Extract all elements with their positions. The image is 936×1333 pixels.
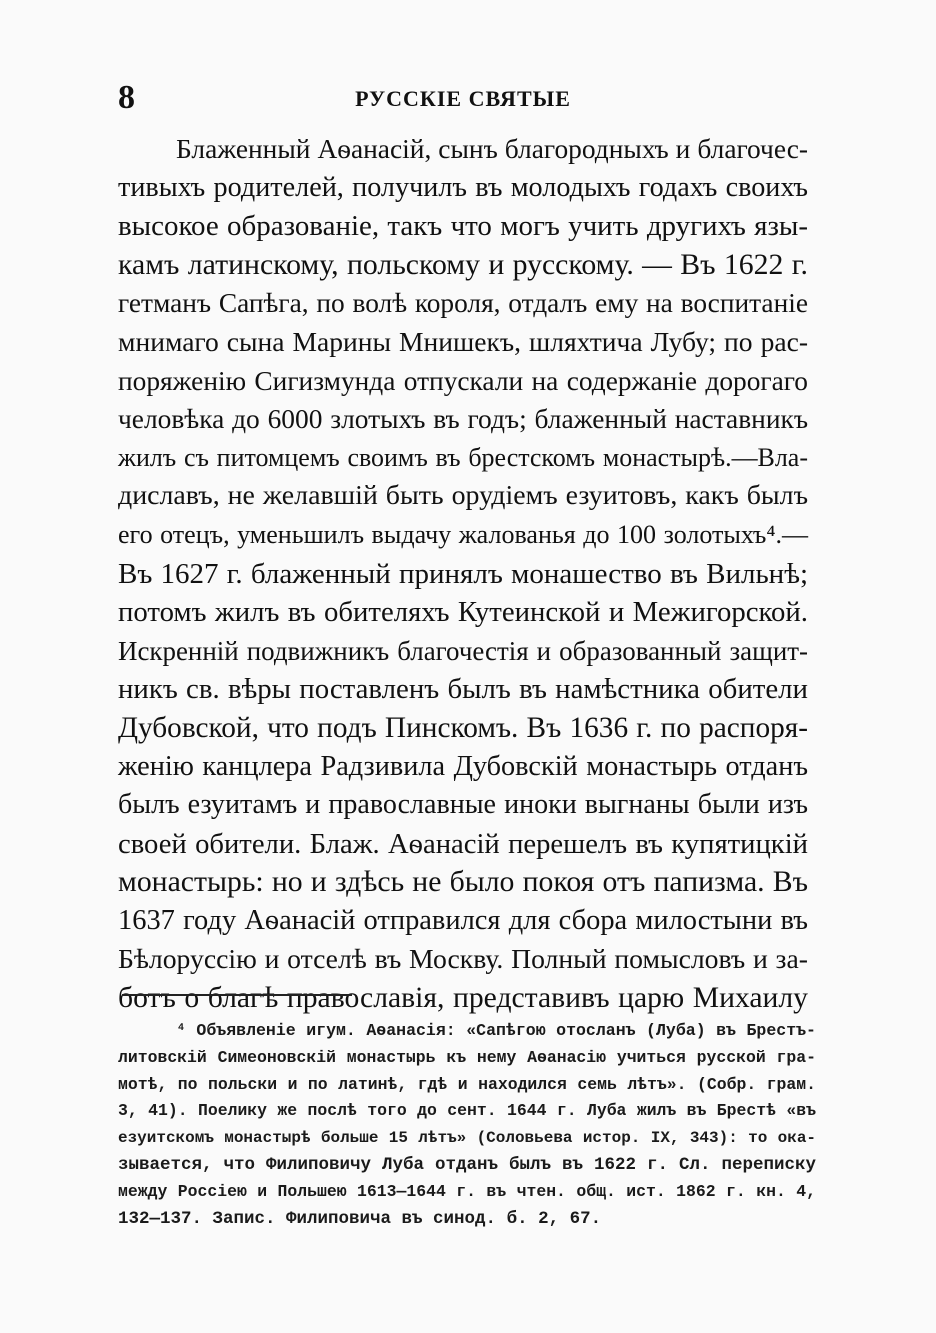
footnote-divider <box>122 994 352 996</box>
body-line: жилъ съ питомцемъ своимъ въ брестскомъ монастырѣ.—Вла- <box>118 442 808 472</box>
body-line: своей обители. Блаж. Аѳанасій перешелъ въ купятицкій <box>118 827 808 860</box>
footnote-line: мотѣ, по польски и по латинѣ, гдѣ и находился семь лѣтъ». (Собр. грам. <box>118 1074 816 1094</box>
body-line: Дубовской, что подъ Пинскомъ. Въ 1636 г. по распоря- <box>118 711 808 744</box>
page-header <box>118 78 808 118</box>
body-text <box>118 130 808 1018</box>
body-line: Бѣлоруссію и отселѣ въ Москву. Полный помысловъ и за- <box>118 943 808 975</box>
body-line: человѣка до 6000 злотыхъ въ годъ; блаженный наставникъ <box>118 404 808 435</box>
body-line: Искренній подвижникъ благочестія и образованный защит- <box>118 635 808 666</box>
footnote-line: литовскій Симеоновскій монастырь къ нему Аѳанасію учиться русской гра- <box>118 1047 816 1067</box>
footnote-line: езуитскомъ монастырѣ больше 15 лѣтъ» (Соловьева истор. IX, 343): то ока- <box>118 1129 816 1148</box>
body-line: потомъ жилъ въ обителяхъ Кутеинской и Межигорской. <box>118 596 808 629</box>
footnote-line: 132—137. Запис. Филиповича въ синод. б. 2, 67. <box>118 1208 602 1229</box>
body-line: женію канцлера Радзивила Дубовскій монастырь отданъ <box>118 750 808 782</box>
page-number: 8 <box>118 79 135 116</box>
footnote-line: 3, 41). Поелику же послѣ того до сент. 1644 г. Луба жилъ въ Брестѣ «въ <box>118 1101 816 1121</box>
body-line: поряженію Сигизмунда отпускали на содержаніе дорогаго <box>118 365 808 396</box>
body-line: его отецъ, уменьшилъ выдачу жалованья до 100 золотыхъ⁴.— <box>118 519 808 549</box>
body-line: тивыхъ родителей, получилъ въ молодыхъ годахъ своихъ <box>118 171 808 203</box>
body-line: гетманъ Сапѣга, по волѣ короля, отдалъ ему на воспитаніе <box>118 288 808 319</box>
body-line: Блаженный Аѳанасій, сынъ благородныхъ и благочес- <box>176 134 808 164</box>
body-line: Въ 1627 г. блаженный принялъ монашество въ Вильнѣ; <box>118 557 808 590</box>
body-line: камъ латинскому, польскому и русскому. — Въ 1622 г. <box>118 247 808 281</box>
body-line: ботъ о благѣ православія, представивъ царю Михаилу <box>118 982 808 1015</box>
body-line: 1637 году Аѳанасій отправился для сбора милостыни въ <box>118 904 808 936</box>
body-line: диславъ, не желавшій быть орудіемъ езуитовъ, какъ былъ <box>118 480 808 512</box>
body-line: никъ св. вѣры поставленъ былъ въ намѣстника обители <box>118 673 808 706</box>
footnote-line: зывается, что Филиповичу Луба отданъ былъ въ 1622 г. Сл. переписку <box>118 1154 816 1175</box>
body-line: высокое образованіе, такъ что могъ учить другихъ язы- <box>118 210 808 243</box>
footnote-line: между Россіею и Польшею 1613—1644 г. въ чтен. общ. ист. 1862 г. кн. 4, <box>118 1181 816 1201</box>
body-line: мнимаго сына Марины Мнишекъ, шляхтича Лубу; по рас- <box>118 325 808 357</box>
body-line: монастырь: но и здѣсь не было покоя отъ папизма. Въ <box>118 865 808 899</box>
footnote-line: ⁴ Объявленіе игум. Аѳанасія: «Сапѣгою отосланъ (Луба) въ Брестъ- <box>176 1021 816 1040</box>
footnote <box>118 1018 816 1232</box>
running-title: РУССКІЕ СВЯТЫЕ <box>355 86 571 111</box>
body-line: былъ езуитамъ и православные иноки выгнаны были изъ <box>118 789 808 821</box>
